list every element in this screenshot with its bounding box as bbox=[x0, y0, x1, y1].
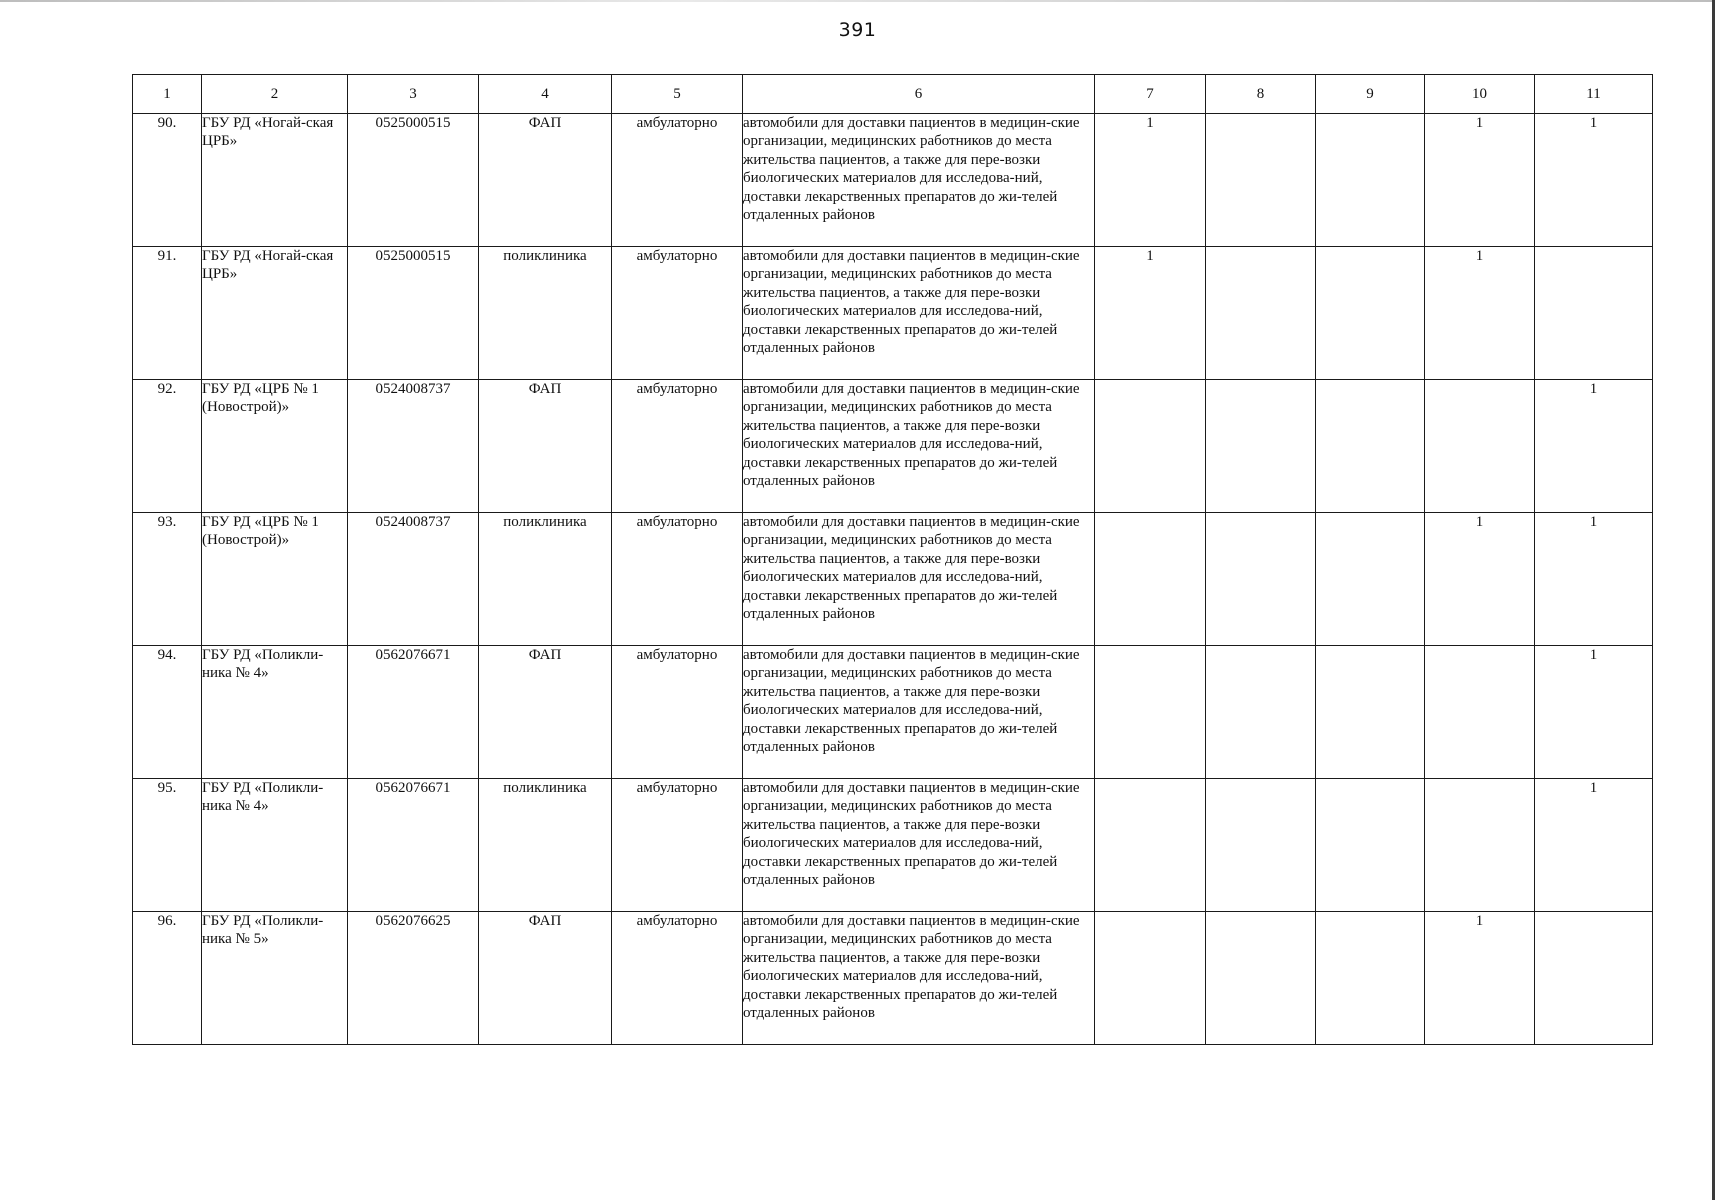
cell-col-11: 1 bbox=[1535, 646, 1653, 779]
row-number: 92. bbox=[133, 380, 202, 513]
cell-col-9 bbox=[1316, 779, 1425, 912]
row-number: 94. bbox=[133, 646, 202, 779]
cell-col-7 bbox=[1095, 646, 1206, 779]
table-row bbox=[133, 513, 1653, 646]
cell-col-9 bbox=[1316, 513, 1425, 646]
cell-col-9 bbox=[1316, 912, 1425, 1045]
unit-type: ФАП bbox=[479, 380, 612, 513]
column-header-4: 4 bbox=[479, 75, 612, 114]
organization-name: ГБУ РД «Поликли-ника № 4» bbox=[202, 646, 348, 779]
care-conditions: амбулаторно bbox=[612, 247, 743, 380]
row-number: 91. bbox=[133, 247, 202, 380]
cell-col-9 bbox=[1316, 380, 1425, 513]
unit-type: поликлиника bbox=[479, 247, 612, 380]
cell-col-7: 1 bbox=[1095, 247, 1206, 380]
cell-col-10: 1 bbox=[1425, 912, 1535, 1045]
organization-code: 0525000515 bbox=[348, 114, 479, 247]
cell-col-11 bbox=[1535, 247, 1653, 380]
unit-type: ФАП bbox=[479, 114, 612, 247]
cell-col-10 bbox=[1425, 646, 1535, 779]
organization-code: 0525000515 bbox=[348, 247, 479, 380]
column-header-2: 2 bbox=[202, 75, 348, 114]
unit-type: поликлиника bbox=[479, 779, 612, 912]
cell-col-11: 1 bbox=[1535, 779, 1653, 912]
cell-col-11: 1 bbox=[1535, 380, 1653, 513]
organization-name: ГБУ РД «Ногай-ская ЦРБ» bbox=[202, 114, 348, 247]
cell-col-8 bbox=[1206, 247, 1316, 380]
row-number: 90. bbox=[133, 114, 202, 247]
table-row bbox=[133, 912, 1653, 1045]
cell-col-8 bbox=[1206, 513, 1316, 646]
column-header-11: 11 bbox=[1535, 75, 1653, 114]
cell-col-8 bbox=[1206, 646, 1316, 779]
care-conditions: амбулаторно bbox=[612, 380, 743, 513]
organization-code: 0524008737 bbox=[348, 380, 479, 513]
care-conditions: амбулаторно bbox=[612, 114, 743, 247]
cell-col-7: 1 bbox=[1095, 114, 1206, 247]
row-number: 93. bbox=[133, 513, 202, 646]
vehicle-purpose: автомобили для доставки пациентов в медицин-ские организации, медицинских работников до места жительства пациентов, а также для пере-возки биологических материалов для исследова-ний, доставки лекарственных препаратов до жи-телей отдаленных районов bbox=[743, 380, 1095, 513]
table-row bbox=[133, 779, 1653, 912]
column-header-6: 6 bbox=[743, 75, 1095, 114]
page-number: 391 bbox=[838, 19, 877, 41]
vehicle-purpose: автомобили для доставки пациентов в медицин-ские организации, медицинских работников до места жительства пациентов, а также для пере-возки биологических материалов для исследова-ний, доставки лекарственных препаратов до жи-телей отдаленных районов bbox=[743, 247, 1095, 380]
table-row bbox=[133, 114, 1653, 247]
unit-type: ФАП bbox=[479, 646, 612, 779]
cell-col-8 bbox=[1206, 912, 1316, 1045]
organization-name: ГБУ РД «Поликли-ника № 4» bbox=[202, 779, 348, 912]
vehicle-purpose: автомобили для доставки пациентов в медицин-ские организации, медицинских работников до места жительства пациентов, а также для пере-возки биологических материалов для исследова-ний, доставки лекарственных препаратов до жи-телей отдаленных районов bbox=[743, 779, 1095, 912]
cell-col-11: 1 bbox=[1535, 513, 1653, 646]
table-row bbox=[133, 380, 1653, 513]
cell-col-7 bbox=[1095, 779, 1206, 912]
header-row bbox=[133, 75, 1653, 114]
organization-code: 0562076625 bbox=[348, 912, 479, 1045]
cell-col-11 bbox=[1535, 912, 1653, 1045]
column-header-1: 1 bbox=[133, 75, 202, 114]
cell-col-7 bbox=[1095, 380, 1206, 513]
vehicle-purpose: автомобили для доставки пациентов в медицин-ские организации, медицинских работников до места жительства пациентов, а также для пере-возки биологических материалов для исследова-ний, доставки лекарственных препаратов до жи-телей отдаленных районов bbox=[743, 646, 1095, 779]
unit-type: поликлиника bbox=[479, 513, 612, 646]
cell-col-7 bbox=[1095, 513, 1206, 646]
organization-code: 0524008737 bbox=[348, 513, 479, 646]
column-header-9: 9 bbox=[1316, 75, 1425, 114]
organization-name: ГБУ РД «Поликли-ника № 5» bbox=[202, 912, 348, 1045]
cell-col-8 bbox=[1206, 779, 1316, 912]
cell-col-9 bbox=[1316, 247, 1425, 380]
care-conditions: амбулаторно bbox=[612, 779, 743, 912]
cell-col-8 bbox=[1206, 114, 1316, 247]
cell-col-10: 1 bbox=[1425, 114, 1535, 247]
care-conditions: амбулаторно bbox=[612, 513, 743, 646]
cell-col-10: 1 bbox=[1425, 247, 1535, 380]
care-conditions: амбулаторно bbox=[612, 646, 743, 779]
cell-col-9 bbox=[1316, 114, 1425, 247]
scan-top-edge bbox=[0, 0, 1715, 2]
care-conditions: амбулаторно bbox=[612, 912, 743, 1045]
organization-name: ГБУ РД «Ногай-ская ЦРБ» bbox=[202, 247, 348, 380]
cell-col-10: 1 bbox=[1425, 513, 1535, 646]
cell-col-9 bbox=[1316, 646, 1425, 779]
cell-col-7 bbox=[1095, 912, 1206, 1045]
table-row bbox=[133, 646, 1653, 779]
organization-name: ГБУ РД «ЦРБ № 1 (Новострой)» bbox=[202, 513, 348, 646]
vehicle-purpose: автомобили для доставки пациентов в медицин-ские организации, медицинских работников до места жительства пациентов, а также для пере-возки биологических материалов для исследова-ний, доставки лекарственных препаратов до жи-телей отдаленных районов bbox=[743, 114, 1095, 247]
column-header-3: 3 bbox=[348, 75, 479, 114]
column-header-8: 8 bbox=[1206, 75, 1316, 114]
column-header-10: 10 bbox=[1425, 75, 1535, 114]
organization-code: 0562076671 bbox=[348, 646, 479, 779]
cell-col-10 bbox=[1425, 380, 1535, 513]
cell-col-10 bbox=[1425, 779, 1535, 912]
column-header-7: 7 bbox=[1095, 75, 1206, 114]
unit-type: ФАП bbox=[479, 912, 612, 1045]
cell-col-8 bbox=[1206, 380, 1316, 513]
column-header-5: 5 bbox=[612, 75, 743, 114]
vehicle-purpose: автомобили для доставки пациентов в медицин-ские организации, медицинских работников до места жительства пациентов, а также для пере-возки биологических материалов для исследова-ний, доставки лекарственных препаратов до жи-телей отдаленных районов bbox=[743, 912, 1095, 1045]
data-table bbox=[132, 74, 1653, 1045]
table-row bbox=[133, 247, 1653, 380]
organization-name: ГБУ РД «ЦРБ № 1 (Новострой)» bbox=[202, 380, 348, 513]
cell-col-11: 1 bbox=[1535, 114, 1653, 247]
vehicle-purpose: автомобили для доставки пациентов в медицин-ские организации, медицинских работников до места жительства пациентов, а также для пере-возки биологических материалов для исследова-ний, доставки лекарственных препаратов до жи-телей отдаленных районов bbox=[743, 513, 1095, 646]
row-number: 96. bbox=[133, 912, 202, 1045]
row-number: 95. bbox=[133, 779, 202, 912]
organization-code: 0562076671 bbox=[348, 779, 479, 912]
